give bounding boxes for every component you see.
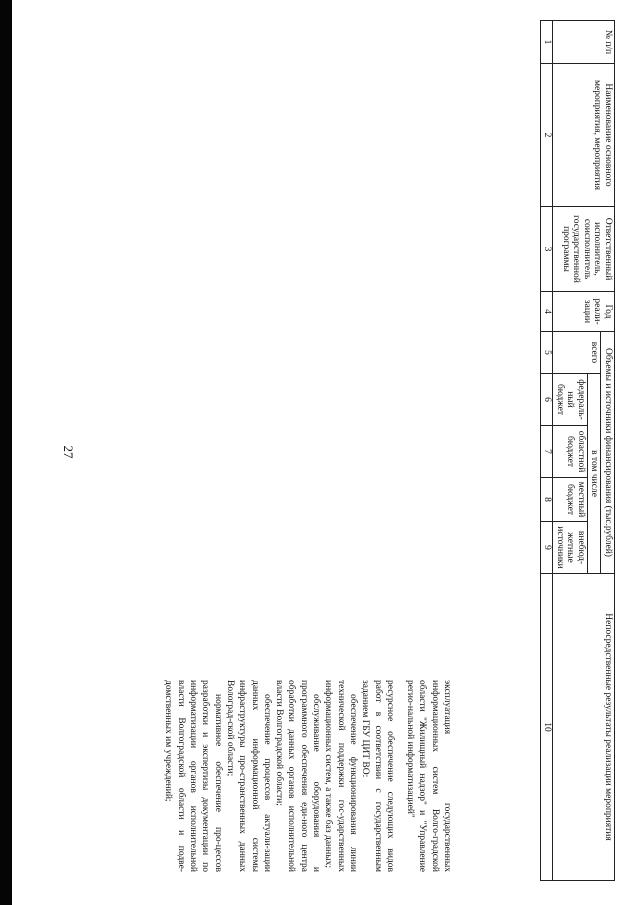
col-number-8: 8 bbox=[541, 478, 553, 522]
header-funding: Объемы и источники финансирования (тыс.рублей) bbox=[601, 332, 615, 574]
col-number-2: 2 bbox=[541, 64, 553, 207]
col-number-10: 10 bbox=[541, 574, 553, 881]
header-total: всего bbox=[553, 332, 602, 374]
col-number-6: 6 bbox=[541, 374, 553, 426]
col-number-5: 5 bbox=[541, 332, 553, 374]
table-body-row bbox=[145, 20, 465, 880]
header-results: Непосредственные результаты реализации мероприятия bbox=[553, 574, 615, 881]
header-extra: внебюд-жетные источники bbox=[553, 522, 588, 574]
header-num: № п/п bbox=[553, 21, 615, 64]
header-regional: областной бюджет bbox=[553, 426, 588, 478]
header-name: Наименование основного мероприятия, мероприятия bbox=[553, 64, 615, 207]
funding-table-header bbox=[540, 20, 615, 881]
header-executor: Ответственный исполнитель, соисполнитель государственной программы bbox=[553, 207, 615, 292]
col-number-4: 4 bbox=[541, 292, 553, 332]
col-number-9: 9 bbox=[541, 522, 553, 574]
header-local: местный бюджет bbox=[553, 478, 588, 522]
rotated-table-page bbox=[145, 20, 615, 880]
col-number-1: 1 bbox=[541, 21, 553, 64]
page-number: 27 bbox=[61, 445, 76, 459]
results-paragraph: обслуживание оборудования и программного обеспечения еди-ного центра обработки данных органов исполнительной власти Волгоградской области; bbox=[274, 680, 322, 872]
scan-edge-bar bbox=[0, 0, 12, 905]
header-including: в том числе bbox=[588, 374, 602, 574]
results-cell-text bbox=[162, 680, 453, 872]
results-paragraph: эксплуатация государственных информационных систем Волго-градской области "Жилищный надзор" и "Управление регио-нальной информатизацией" bbox=[405, 680, 452, 872]
header-federal: федераль-ный бюджет bbox=[553, 374, 588, 426]
col-number-7: 7 bbox=[541, 426, 553, 478]
results-paragraph: обеспечение процессов актуали-зации данных информационной системы инфраструктуры про-странственных данных Волоград-ской области; bbox=[224, 680, 272, 872]
results-paragraph: обеспечение функционирования линии технической поддержки гос-ударственных информационных систем, а также баз данных; bbox=[323, 680, 358, 872]
col-number-3: 3 bbox=[541, 207, 553, 292]
header-year: Год реали-зации bbox=[553, 292, 615, 332]
results-paragraph: нормативное обеспечение про-цессов разработки и экспертизы документации по информатизации органов исполнительной власти Волгоградской области и подве-домственных им учреждений; bbox=[163, 680, 223, 872]
results-paragraph: ресурсное обеспечение следующих видов работ в соответствии с государственным заданием ГБУ ЦИТ ВО: bbox=[360, 680, 395, 872]
